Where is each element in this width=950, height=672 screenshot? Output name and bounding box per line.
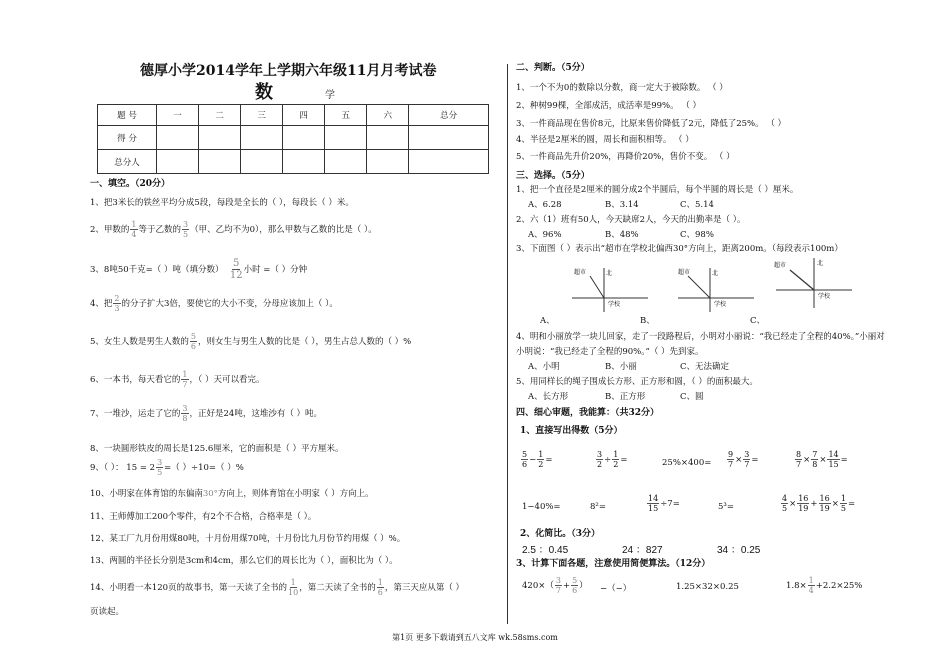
choice-option: A、6.28	[528, 200, 562, 210]
q-text: =（ ）÷10=（ ）%	[164, 463, 244, 473]
question-1-8: 8、一块圆形铁皮的周长是125.6厘米，它的面积是（ ）平方厘米。	[90, 444, 344, 454]
choice-option: B、正方形	[605, 392, 646, 402]
choice-option: C、无法确定	[680, 362, 730, 372]
judge-item: 1、一个不为0的数除以分数，商一定大于被除数。 （ ）	[516, 83, 728, 93]
calc-expression-2: −（−）	[600, 584, 632, 594]
q-text: 4、把	[90, 299, 113, 309]
choice-question-3: 3、下面图（ ）表示出“超市在学校北偏西30°方向上，距离200m。（每段表示100m）	[516, 244, 843, 254]
question-1-11: 11、王师傅加工200个零件，有2个不合格，合格率是（ ）。	[90, 512, 317, 522]
question-1-13: 13、两圆的半径长分别是3cm和4cm，那么它们的周长比为（ ），面积比为（ ）。	[90, 556, 398, 566]
score-row-label: 得 分	[98, 126, 157, 150]
question-1-14	[90, 578, 464, 597]
calc-item: 25%×400=	[662, 458, 712, 468]
choice-option: C、98%	[680, 230, 714, 240]
school-label: 学校	[714, 301, 727, 308]
question-1-3	[90, 258, 307, 281]
fraction: $\frac{3}{8}$	[182, 404, 188, 423]
market-label: 超市	[678, 269, 691, 276]
q-text: 2、甲数的	[90, 225, 130, 235]
part1-heading: 一、填空。（20分）	[90, 179, 171, 189]
choice-option: B、48%	[605, 230, 639, 240]
fraction: $\frac{1}{4}$	[808, 576, 814, 595]
fraction: $\frac{1}{4}$	[131, 220, 137, 239]
choice-question-5: 5、用同样长的绳子围成长方形、正方形和圆，（ ）的面积最大。	[516, 377, 758, 387]
score-table-row-defen	[98, 126, 489, 150]
choice-question-4-cont: 小明说：“我已经走了全程的90%。”（ ）先到家。	[516, 347, 704, 357]
calc-item: 1−40%=	[522, 502, 561, 512]
q-text: 14、小明看一本120页的故事书，第一天读了全书的	[90, 583, 288, 593]
choice-option: A、96%	[528, 230, 562, 240]
q-text: ，第三天应从第（ ）	[384, 583, 465, 593]
score-cell	[241, 150, 283, 174]
fraction: $\frac{1}{10}$	[288, 578, 299, 597]
fraction: $\frac{3}{7}$	[555, 576, 561, 595]
score-table	[97, 104, 489, 174]
score-cell	[157, 150, 199, 174]
q-text: 5、女生人数是男生人数的	[90, 337, 189, 347]
q-text: 10、小明家在体育馆的东偏南	[90, 489, 203, 499]
choice-option: A、	[540, 316, 555, 326]
q-text: （甲、乙均不为0），那么甲数与乙数的比是（ ）。	[190, 225, 377, 235]
fraction: $\frac{8}{7}$	[796, 450, 802, 469]
fraction: $\frac{2}{3}$	[114, 294, 120, 313]
fraction: $\frac{3}{5}$	[183, 220, 189, 239]
score-cell	[367, 150, 409, 174]
north-label: 北	[606, 270, 613, 277]
fraction: $\frac{5}{6}$	[572, 576, 578, 595]
q-text: ，则女生与男生人数的比是（ ），男生占总人数的（ ）%	[198, 337, 412, 347]
part3-heading: 三、选择。（5分）	[516, 171, 590, 181]
market-label: 超市	[774, 262, 787, 269]
fraction: $\frac{3}{2}$	[597, 450, 603, 469]
fraction: $\frac{14}{15}$	[648, 494, 659, 513]
q-text: 方向上，则体育馆在小明家（ ）方向上。	[217, 489, 374, 499]
direction-ray	[688, 276, 710, 298]
score-cell	[157, 126, 199, 150]
q-text: 6、一本书，每天看它的	[90, 375, 181, 385]
choice-question-2: 2、六（1）班有50人，今天缺席2人，今天的出勤率是（ ）。	[516, 215, 746, 225]
choice-option: B、3.14	[605, 200, 639, 210]
choice-option: A、小明	[528, 362, 560, 372]
fraction: $\frac{1}{2}$	[538, 450, 544, 469]
score-cell	[409, 150, 489, 174]
judge-item: 5、一件商品先升价20%，再降价20%，售价不变。 （ ）	[516, 152, 735, 162]
degree-value: 30°	[202, 489, 218, 499]
ratio-item: 2.5 ：0.45	[522, 545, 569, 556]
score-header-cell: 三	[241, 105, 283, 126]
q-text: ，（ ）天可以看完。	[189, 375, 265, 385]
fraction: $\frac{9}{7}$	[728, 450, 734, 469]
score-cell	[199, 126, 241, 150]
score-header-cell: 题 号	[98, 105, 157, 126]
question-1-1: 1、把3米长的铁丝平均分成5段，每段是全长的（ ），每段长（ ）米。	[90, 198, 354, 208]
part4-sub2: 2、化简比。（3分）	[520, 529, 601, 539]
fraction: $\frac{14}{15}$	[828, 450, 839, 469]
score-cell	[325, 126, 367, 150]
score-table-header-row	[98, 105, 489, 126]
fraction: $\frac{1}{6}$	[377, 578, 383, 597]
judge-item: 3、一件商品现在售价8元，比原来售价降低了2元，降低了25%。 （ ）	[516, 119, 787, 129]
q-text: ，第二天读了全书的	[299, 583, 376, 593]
choice-option: B、小丽	[605, 362, 637, 372]
q-text: 小时 =（ ）分钟	[243, 265, 308, 275]
direction-diagram-c	[772, 254, 854, 310]
calc-expression-3: 1.25×32×0.25	[676, 582, 739, 592]
direction-diagram-a	[568, 262, 650, 314]
part4-heading: 四、细心审题，我能算：（共32分）	[516, 408, 660, 418]
question-1-7	[90, 404, 322, 423]
direction-diagram-b	[674, 262, 756, 314]
fraction: $\frac{7}{8}$	[812, 450, 818, 469]
fraction: $\frac{5}{12}$	[229, 258, 243, 281]
score-cell	[367, 126, 409, 150]
question-1-12: 12、某工厂九月份用煤80吨，十月份用煤70吨，十月份比九月份节约用煤（ ）%。	[90, 534, 406, 544]
ratio-item: 34 ：0.25	[717, 545, 761, 556]
score-cell	[409, 126, 489, 150]
score-cell	[283, 150, 325, 174]
score-cell	[241, 126, 283, 150]
choice-option: B、	[640, 316, 655, 326]
calc-expression-4: 1.8× $\frac{1}{4}$ +2.2×25%	[786, 576, 863, 595]
fraction: $\frac{5}{6}$	[190, 332, 197, 351]
judge-item: 2、种树99棵，全部成活，成活率是99%。 （ ）	[516, 101, 702, 111]
score-header-cell: 一	[157, 105, 199, 126]
q-text: 9、（ ）： 15 = 2	[90, 463, 156, 473]
choice-option: C、5.14	[680, 200, 714, 210]
part4-sub3: 3、计算下面各题，注意使用简便算法。（12分）	[516, 559, 711, 569]
q-text: 7、一堆沙，运走了它的	[90, 409, 181, 419]
direction-ray	[590, 276, 604, 298]
market-label: 超市	[574, 269, 587, 276]
score-header-cell: 四	[283, 105, 325, 126]
score-cell	[325, 150, 367, 174]
fraction: $\frac{3}{5}$	[157, 458, 163, 477]
question-1-10	[90, 487, 374, 499]
question-1-4	[90, 294, 338, 313]
score-header-cell: 二	[199, 105, 241, 126]
part2-heading: 二、判断。（5分）	[516, 63, 590, 73]
choice-option: C、圆	[680, 392, 704, 402]
school-label: 学校	[608, 301, 621, 308]
fraction: $\frac{1}{5}$	[840, 494, 846, 513]
fraction: $\frac{4}{5}$	[782, 494, 788, 513]
score-cell	[283, 126, 325, 150]
direction-ray	[790, 270, 814, 290]
q-text: 的分子扩大3倍，要使它的大小不变，分母应该加上（ ）。	[121, 299, 338, 309]
calc-expression-1: 420×（ $\frac{3}{7}$ + $\frac{5}{6}$ ）	[522, 576, 588, 595]
fraction: $\frac{5}{6}$	[522, 450, 528, 469]
score-header-cell: 六	[367, 105, 409, 126]
fraction: $\frac{3}{7}$	[744, 450, 750, 469]
choice-option: C、	[750, 316, 766, 326]
north-label: 北	[712, 270, 719, 277]
score-table-row-zongfenren	[98, 150, 489, 174]
north-label: 北	[817, 260, 824, 267]
calc-item: $\frac{4}{5}$ × $\frac{16}{19}$ + $\frac{16}{19}$ × $\frac{1}{5}$ =	[782, 494, 856, 513]
q-text: ，正好是24吨，这堆沙有（ ）吨。	[189, 409, 323, 419]
calc-item: $\frac{14}{15}$ ÷7=	[648, 494, 680, 513]
page-footer: 第1页 更多下载请到五八文库 wk.58sms.com	[392, 633, 558, 642]
question-1-6	[90, 370, 264, 389]
calc-item: 8²=	[590, 502, 606, 512]
score-header-cell: 总分	[409, 105, 489, 126]
subject-char-2: 学	[325, 90, 335, 101]
calc-item: $\frac{3}{2}$ ÷ $\frac{1}{2}$ =	[597, 450, 628, 469]
choice-option: A、长方形	[528, 392, 569, 402]
fraction: $\frac{1}{7}$	[182, 370, 188, 389]
part4-sub1: 1、直接写出得数（5分）	[520, 426, 623, 436]
judge-item: 4、半径是2厘米的圆，周长和面积相等。 （ ）	[516, 135, 694, 145]
calc-item: $\frac{9}{7}$ × $\frac{3}{7}$ =	[728, 450, 759, 469]
question-1-2	[90, 220, 377, 239]
fraction: $\frac{16}{19}$	[798, 494, 809, 513]
calc-item: 5³=	[718, 502, 734, 512]
choice-question-4: 4、明和小丽放学一块儿回家，走了一段路程后，小明对小丽说：“我已经走了全程的40%。”小丽对	[516, 332, 885, 342]
exam-title: 德厚小学2014学年上学期六年级11月月考试卷	[140, 63, 437, 79]
subject-char-1: 数	[255, 82, 273, 103]
score-cell	[199, 150, 241, 174]
fraction: $\frac{1}{2}$	[613, 450, 619, 469]
school-label: 学校	[818, 293, 831, 300]
calc-item: $\frac{8}{7}$ × $\frac{7}{8}$ × $\frac{14}{15}$ =	[796, 450, 848, 469]
score-row-label: 总分人	[98, 150, 157, 174]
q-text: 3、8吨50千克=（ ）吨（填分数）	[90, 265, 224, 275]
calc-item: $\frac{5}{6}$ − $\frac{1}{2}$ =	[522, 450, 553, 469]
fraction: $\frac{16}{19}$	[819, 494, 830, 513]
question-1-14-cont: 页读起。	[90, 607, 125, 617]
column-divider	[507, 64, 508, 624]
q-text: 等于乙数的	[138, 225, 182, 235]
question-1-5	[90, 332, 411, 351]
choice-question-1: 1、把一个直径是2厘米的圆分成2个半圆后，每个半圆的周长是（ ）厘米。	[516, 185, 799, 195]
score-header-cell: 五	[325, 105, 367, 126]
ratio-item: 24 ：827	[622, 545, 663, 556]
question-1-9	[90, 458, 244, 477]
